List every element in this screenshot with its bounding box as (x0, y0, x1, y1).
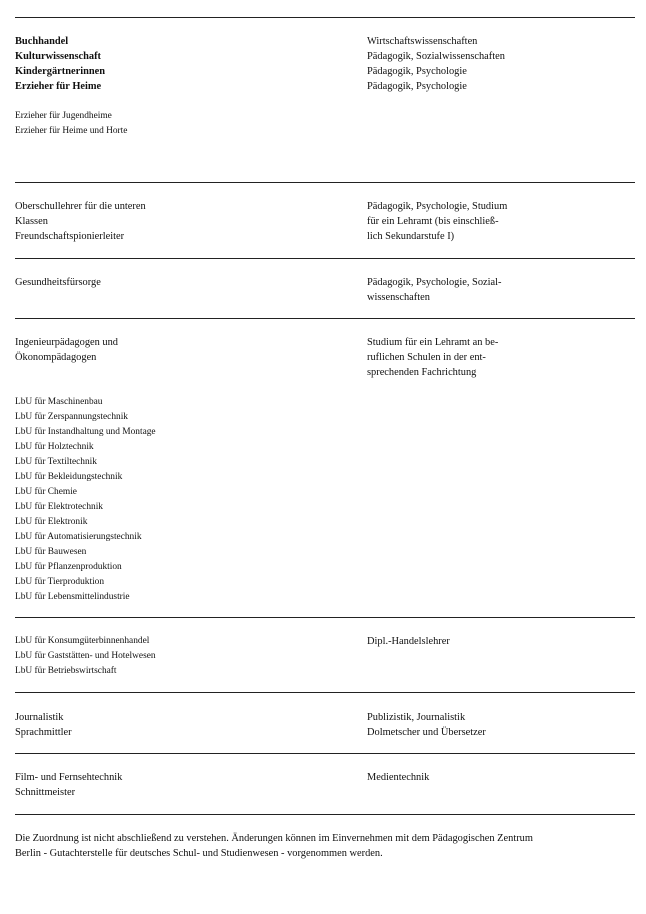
field-label: Dipl.-Handelslehrer (367, 636, 450, 647)
divider (15, 753, 635, 754)
profession-label: Buchhandel (15, 36, 69, 47)
profession-label: Ökonompädagogen (15, 352, 97, 363)
field-label: Pädagogik, Sozialwissenschaften (367, 51, 505, 62)
sub-item: LbU für Elektronik (15, 517, 88, 527)
section-2-left (15, 199, 345, 244)
sub-item: LbU für Gaststätten- und Hotelwesen (15, 651, 156, 661)
field-label: sprechenden Fachrichtung (367, 367, 477, 378)
divider (15, 318, 635, 319)
section-6-right (367, 710, 635, 740)
divider (15, 258, 635, 259)
section-7-right (367, 770, 635, 785)
profession-label: Sprachmittler (15, 727, 72, 738)
divider (15, 182, 635, 183)
field-label: ruflichen Schulen in der ent- (367, 352, 486, 363)
profession-label: Kulturwissenschaft (15, 51, 102, 62)
sub-item: LbU für Lebensmittelindustrie (15, 592, 130, 602)
section-2-right (367, 199, 635, 244)
profession-label: Klassen (15, 216, 48, 227)
section-6-left (15, 710, 345, 740)
section-4-sublist (15, 395, 156, 605)
profession-label: Ingenieurpädagogen und (15, 337, 119, 348)
divider (15, 617, 635, 618)
profession-label: Kindergärtnerinnen (15, 66, 106, 77)
footnote-line: Berlin - Gutachterstelle für deutsches Schul- und Studienwesen - vorgenommen werden. (15, 848, 383, 859)
profession-label: Erzieher für Heime (15, 81, 102, 92)
field-label: Pädagogik, Psychologie (367, 66, 467, 77)
divider (15, 814, 635, 815)
sub-item: Erzieher für Jugendheime (15, 111, 112, 121)
field-label: Pädagogik, Psychologie (367, 81, 467, 92)
section-4-left (15, 335, 345, 365)
sub-item: LbU für Chemie (15, 487, 77, 497)
sub-item: LbU für Holztechnik (15, 442, 94, 452)
field-label: für ein Lehramt (bis einschließ- (367, 216, 499, 227)
profession-label: Journalistik (15, 712, 64, 723)
sub-item: LbU für Bauwesen (15, 547, 87, 557)
sub-item: LbU für Konsumgüterbinnenhandel (15, 636, 150, 646)
profession-label: Schnittmeister (15, 787, 76, 798)
section-1-sublist (15, 109, 127, 139)
field-label: Pädagogik, Psychologie, Sozial- (367, 277, 502, 288)
divider (15, 17, 635, 18)
sub-item: LbU für Instandhaltung und Montage (15, 427, 156, 437)
sub-item: LbU für Textiltechnik (15, 457, 97, 467)
sub-item: LbU für Maschinenbau (15, 397, 103, 407)
sub-item: LbU für Tierproduktion (15, 577, 105, 587)
sub-item: LbU für Betriebswirtschaft (15, 666, 117, 676)
sub-item: LbU für Elektrotechnik (15, 502, 103, 512)
section-7-left (15, 770, 345, 800)
section-4-right (367, 335, 635, 380)
field-label: Publizistik, Journalistik (367, 712, 466, 723)
field-label: Medientechnik (367, 772, 430, 783)
section-3-right (367, 275, 635, 305)
field-label: wissenschaften (367, 292, 430, 303)
sub-item: LbU für Pflanzenproduktion (15, 562, 122, 572)
field-label: Studium für ein Lehramt an be- (367, 337, 499, 348)
profession-label: Gesundheitsfürsorge (15, 277, 101, 288)
profession-label: Oberschullehrer für die unteren (15, 201, 146, 212)
field-label: Dolmetscher und Übersetzer (367, 727, 486, 738)
field-label: lich Sekundarstufe I) (367, 231, 455, 242)
field-label: Wirtschaftswissenschaften (367, 36, 478, 47)
divider (15, 692, 635, 693)
profession-label: Film- und Fernsehtechnik (15, 772, 123, 783)
section-5-left (15, 634, 345, 679)
section-1-left (15, 34, 345, 94)
sub-item: LbU für Zerspannungstechnik (15, 412, 128, 422)
section-5-right (367, 634, 635, 649)
section-3-left (15, 275, 345, 290)
sub-item: LbU für Automatisierungstechnik (15, 532, 142, 542)
sub-item: Erzieher für Heime und Horte (15, 126, 128, 136)
footnote-line: Die Zuordnung ist nicht abschließend zu verstehen. Änderungen können im Einvernehmen mit dem Pädagogischen Zentrum (15, 833, 533, 844)
profession-label: Freundschaftspionierleiter (15, 231, 125, 242)
field-label: Pädagogik, Psychologie, Studium (367, 201, 508, 212)
footnote (15, 831, 635, 861)
sub-item: LbU für Bekleidungstechnik (15, 472, 123, 482)
section-1-right (367, 34, 635, 94)
